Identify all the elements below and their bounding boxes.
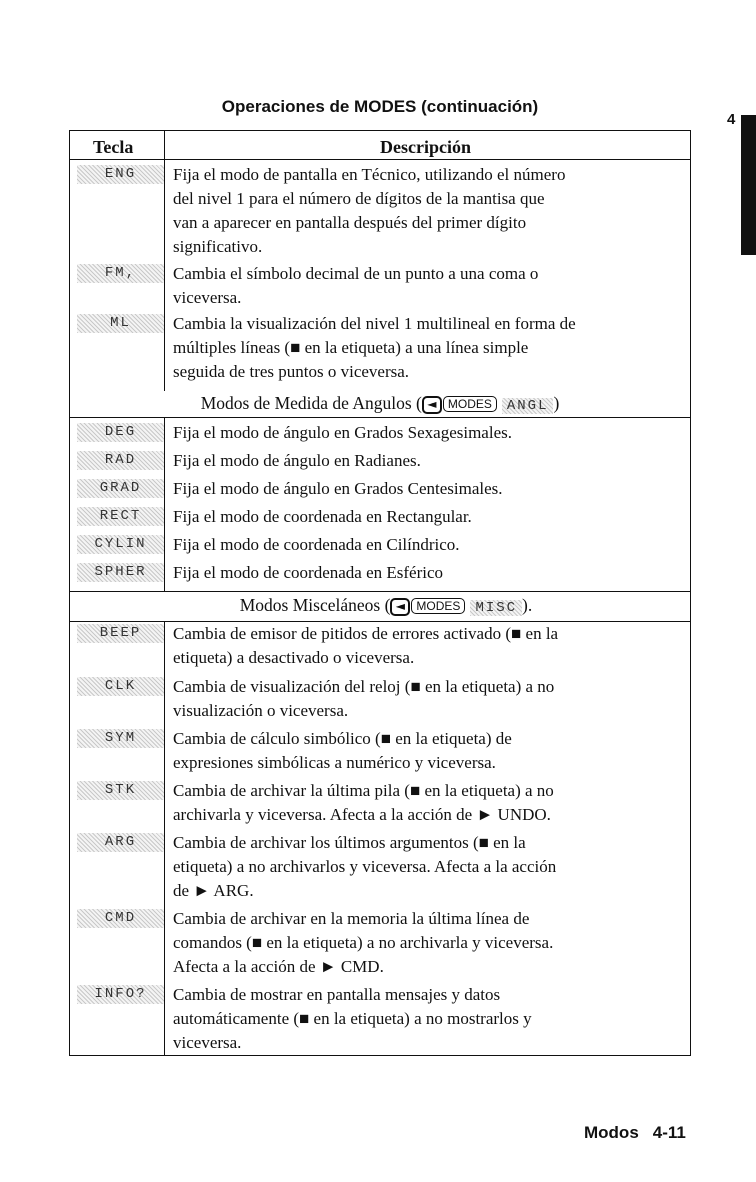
softkey-label: DEG <box>77 423 164 442</box>
header-rule <box>69 159 691 160</box>
description-line: comandos (■ en la etiqueta) a no archivarla y viceversa. <box>173 933 554 952</box>
softkey-label: STK <box>77 781 164 800</box>
chapter-tab-bar <box>741 115 756 255</box>
column-divider <box>164 130 165 391</box>
description-line: Cambia de archivar la última pila (■ en la etiqueta) a no <box>173 781 554 800</box>
description-line: Fija el modo de pantalla en Técnico, utilizando el número <box>173 165 566 184</box>
column-header-description: Descripción <box>380 137 471 157</box>
softkey-label: ML <box>77 314 164 333</box>
description-line: Cambia el símbolo decimal de un punto a una coma o <box>173 264 539 283</box>
section-angle-modes: Modos de Medida de Angulos ( ◄ MODES ANGL ) <box>200 393 560 414</box>
modes-key: MODES <box>411 598 465 614</box>
softkey-label: ARG <box>77 833 164 852</box>
softkey-label: RAD <box>77 451 164 470</box>
description-line: Fija el modo de coordenada en Rectangular. <box>173 507 472 526</box>
description-line: automáticamente (■ en la etiqueta) a no mostrarlos y <box>173 1009 532 1028</box>
description-line: etiqueta) a no archivarlos y viceversa. Afecta a la acción <box>173 857 557 876</box>
row-description <box>173 983 683 1055</box>
description-line: archivarla y viceversa. Afecta a la acción de ► UNDO. <box>173 805 551 824</box>
section-rule <box>69 417 691 418</box>
description-line: Fija el modo de ángulo en Radianes. <box>173 451 421 470</box>
description-line: seguida de tres puntos o viceversa. <box>173 362 410 381</box>
row-description <box>173 421 683 445</box>
softkey-label: RECT <box>77 507 164 526</box>
row-description <box>173 727 683 775</box>
angl-softkey: ANGL <box>502 398 554 414</box>
description-line: Cambia de mostrar en pantalla mensajes y datos <box>173 985 501 1004</box>
description-line: Cambia de emisor de pitidos de errores activado (■ en la <box>173 624 559 643</box>
row-description <box>173 163 683 259</box>
page-footer <box>584 1123 686 1143</box>
column-header-key: Tecla <box>93 137 134 157</box>
description-line: Fija el modo de coordenada en Esférico <box>173 563 444 582</box>
row-description <box>173 505 683 529</box>
page-heading: Operaciones de MODES (continuación) <box>221 97 539 116</box>
description-line: del nivel 1 para el número de dígitos de la mantisa que <box>173 189 545 208</box>
row-description <box>173 779 683 827</box>
misc-softkey: MISC <box>470 600 522 616</box>
description-line: Cambia la visualización del nivel 1 multilineal en forma de <box>173 314 576 333</box>
footer-section: Modos <box>584 1123 639 1142</box>
description-line: Fija el modo de ángulo en Grados Sexagesimales. <box>173 423 512 442</box>
row-description <box>173 907 683 979</box>
description-line: Fija el modo de ángulo en Grados Centesimales. <box>173 479 503 498</box>
softkey-label: INFO? <box>77 985 164 1004</box>
softkey-label: CMD <box>77 909 164 928</box>
section-rule <box>69 591 691 592</box>
description-line: Afecta a la acción de ► CMD. <box>173 957 384 976</box>
description-line: de ► ARG. <box>173 881 254 900</box>
left-shift-key-icon: ◄ <box>390 598 410 616</box>
softkey-label: CYLIN <box>77 535 164 554</box>
softkey-label: SYM <box>77 729 164 748</box>
softkey-label: SPHER <box>77 563 164 582</box>
description-line: viceversa. <box>173 1033 242 1052</box>
description-line: Cambia de cálculo simbólico (■ en la etiqueta) de <box>173 729 512 748</box>
row-description <box>173 262 683 310</box>
description-line: visualización o viceversa. <box>173 701 349 720</box>
left-shift-key-icon: ◄ <box>422 396 442 414</box>
description-line: Fija el modo de coordenada en Cilíndrico. <box>173 535 460 554</box>
description-line: múltiples líneas (■ en la etiqueta) a una línea simple <box>173 338 529 357</box>
softkey-label: FM, <box>77 264 164 283</box>
description-line: expresiones simbólicas a numérico y viceversa. <box>173 753 496 772</box>
softkey-label: BEEP <box>77 624 164 643</box>
softkey-label: ENG <box>77 165 164 184</box>
description-line: Cambia de visualización del reloj (■ en la etiqueta) a no <box>173 677 555 696</box>
description-line: significativo. <box>173 237 263 256</box>
row-description <box>173 477 683 501</box>
column-divider <box>164 621 165 1056</box>
description-line: viceversa. <box>173 288 242 307</box>
description-line: etiqueta) a desactivado o viceversa. <box>173 648 415 667</box>
softkey-label: CLK <box>77 677 164 696</box>
row-description <box>173 533 683 557</box>
column-divider <box>164 417 165 591</box>
modes-key: MODES <box>443 396 497 412</box>
row-description <box>173 561 683 585</box>
row-description <box>173 622 683 670</box>
description-line: Cambia de archivar los últimos argumentos (■ en la <box>173 833 526 852</box>
page-number: 4-11 <box>652 1123 686 1142</box>
row-description <box>173 831 683 903</box>
description-line: van a aparecer en pantalla después del primer dígito <box>173 213 527 232</box>
description-line: Cambia de archivar en la memoria la última línea de <box>173 909 530 928</box>
softkey-label: GRAD <box>77 479 164 498</box>
row-description <box>173 449 683 473</box>
row-description <box>173 312 683 384</box>
chapter-tab-number: 4 <box>727 111 736 128</box>
row-description <box>173 675 683 723</box>
section-misc-modes: Modos Misceláneos ( ◄ MODES MISC ). <box>239 595 533 616</box>
